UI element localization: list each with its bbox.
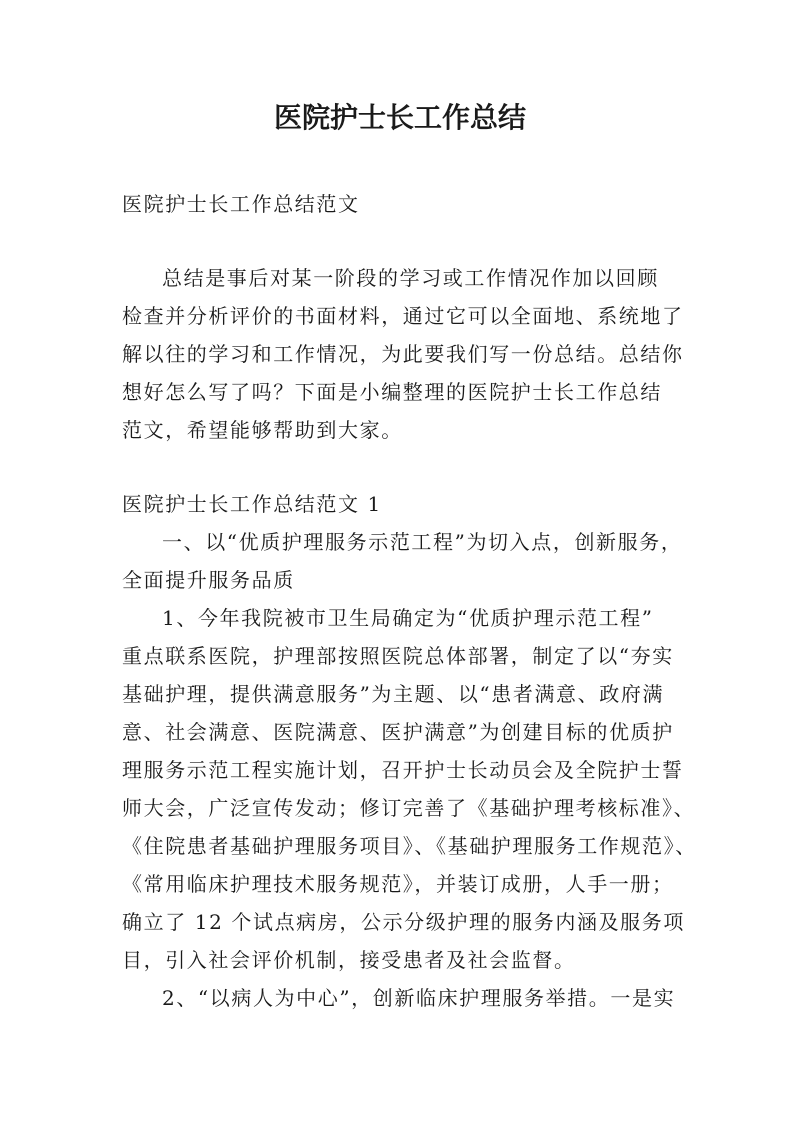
page-title: 医院护士长工作总结 — [273, 101, 526, 134]
text-line: 一、以“优质护理服务示范工程”为切入点，创新服务， — [162, 530, 683, 554]
subtitle: 医院护士长工作总结范文 — [122, 192, 360, 216]
text-line: 解以往的学习和工作情况，为此要我们写一份总结。总结你 — [122, 342, 684, 366]
text-line: 基础护理，提供满意服务”为主题、以“患者满意、政府满 — [122, 682, 665, 706]
section-heading: 医院护士长工作总结范文 1 — [122, 492, 382, 516]
text-line: 确立了 12 个试点病房，公示分级护理的服务内涵及服务项 — [122, 910, 685, 934]
text-line: 重点联系医院，护理部按照医院总体部署，制定了以“夯实 — [122, 644, 674, 668]
text-line: 1、今年我院被市卫生局确定为“优质护理示范工程” — [162, 606, 654, 630]
text-line: 理服务示范工程实施计划，召开护士长动员会及全院护士誓 — [122, 758, 684, 782]
text-line: 总结是事后对某一阶段的学习或工作情况作加以回顾 — [162, 266, 659, 290]
text-line: 目，引入社会评价机制，接受患者及社会监督。 — [122, 948, 576, 972]
text-line: 想好怎么写了吗？下面是小编整理的医院护士长工作总结 — [122, 380, 662, 404]
text-line: 《常用临床护理技术服务规范》，并装订成册，人手一册； — [122, 872, 674, 896]
text-line: 2、“以病人为中心”，创新临床护理服务举措。一是实 — [162, 986, 676, 1010]
text-line: 检查并分析评价的书面材料，通过它可以全面地、系统地了 — [122, 304, 684, 328]
text-line: 全面提升服务品质 — [122, 568, 295, 592]
text-line: 《住院患者基础护理服务项目》、《基础护理服务工作规范》、 — [122, 834, 697, 858]
text-line: 师大会，广泛宣传发动；修订完善了《基础护理考核标准》、 — [122, 796, 696, 820]
text-line: 范文，希望能够帮助到大家。 — [122, 418, 403, 442]
text-line: 意、社会满意、医院满意、医护满意”为创建目标的优质护 — [122, 720, 674, 744]
